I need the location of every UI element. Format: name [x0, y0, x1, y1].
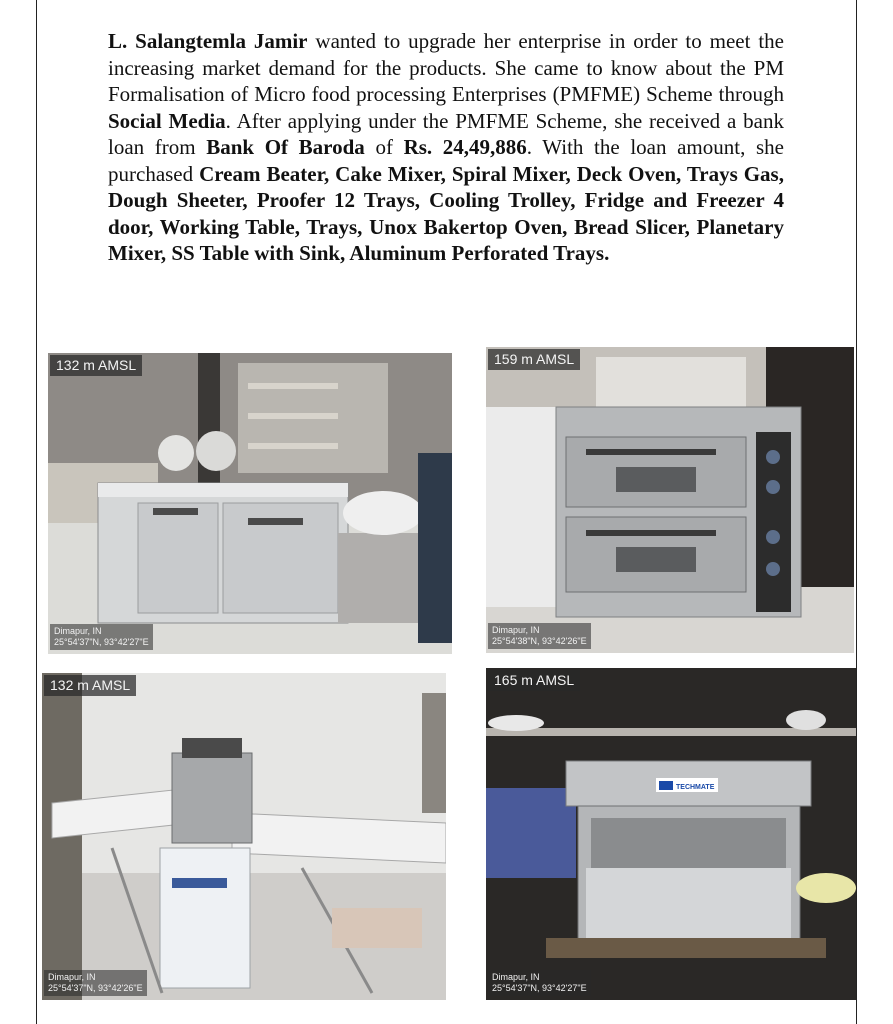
geo-stamp: [50, 624, 153, 650]
bank-name: Bank Of Baroda: [206, 135, 365, 159]
photo-dough-sheeter: [42, 673, 446, 1000]
geo-place: Dimapur, IN: [48, 972, 96, 982]
geo-place: Dimapur, IN: [54, 626, 102, 636]
altitude-label: 165 m AMSL: [488, 670, 580, 691]
page-border-left: [36, 0, 37, 1024]
page-border-right: [856, 0, 857, 1024]
altitude-label: 132 m AMSL: [50, 355, 142, 376]
photo-bread-slicer: [486, 668, 856, 1000]
geo-place: Dimapur, IN: [492, 625, 540, 635]
geo-stamp: [44, 970, 147, 996]
dough-sheeter-illustration: [42, 673, 446, 1000]
equipment-list: Cream Beater, Cake Mixer, Spiral Mixer, Deck Oven, Trays Gas, Dough Sheeter, Proofer 12 Trays, Cooling Trolley, Fridge and Freezer 4 door, Working Table, Trays, Unox Bakertop Oven, Bread Slicer, Planetary Mixer, SS Table with Sink, Aluminum Perforated Trays.: [108, 161, 784, 265]
altitude-label: 132 m AMSL: [44, 675, 136, 696]
photo-bakery-counter: [48, 353, 452, 654]
bread-slicer-illustration: [486, 668, 856, 1000]
paragraph-text-4: . With the loan amount, she purchased: [108, 135, 784, 186]
paragraph-text-1: wanted to upgrade her enterprise in order to meet the increasing market demand for the products. She came to know about the PM Formalisation of Micro food processing Enterprises (PMFME) Scheme through: [108, 29, 784, 106]
geo-stamp: [488, 623, 591, 649]
geo-coords: 25°54'37"N, 93°42'26"E: [48, 983, 143, 993]
info-source: Social Media: [108, 108, 226, 133]
geo-stamp: [488, 970, 591, 996]
paragraph-text-2: . After applying under the PMFME Scheme, she received a bank loan from: [108, 108, 784, 159]
geo-coords: 25°54'37"N, 93°42'27"E: [492, 983, 587, 993]
photo-deck-oven: [486, 347, 854, 653]
geo-place: Dimapur, IN: [492, 972, 540, 982]
paragraph-text-3: of: [364, 135, 404, 159]
altitude-label: 159 m AMSL: [488, 349, 580, 370]
loan-amount: Rs. 24,49,886: [403, 135, 527, 159]
geo-coords: 25°54'37"N, 93°42'27"E: [54, 637, 149, 647]
beneficiary-paragraph: [108, 28, 784, 267]
deck-oven-illustration: [486, 347, 854, 653]
beneficiary-name: L. Salangtemla Jamir: [108, 29, 308, 53]
geo-coords: 25°54'38"N, 93°42'26"E: [492, 636, 587, 646]
bakery-counter-illustration: [48, 353, 452, 654]
slicer-brand-label: TECHMATE: [676, 784, 715, 791]
